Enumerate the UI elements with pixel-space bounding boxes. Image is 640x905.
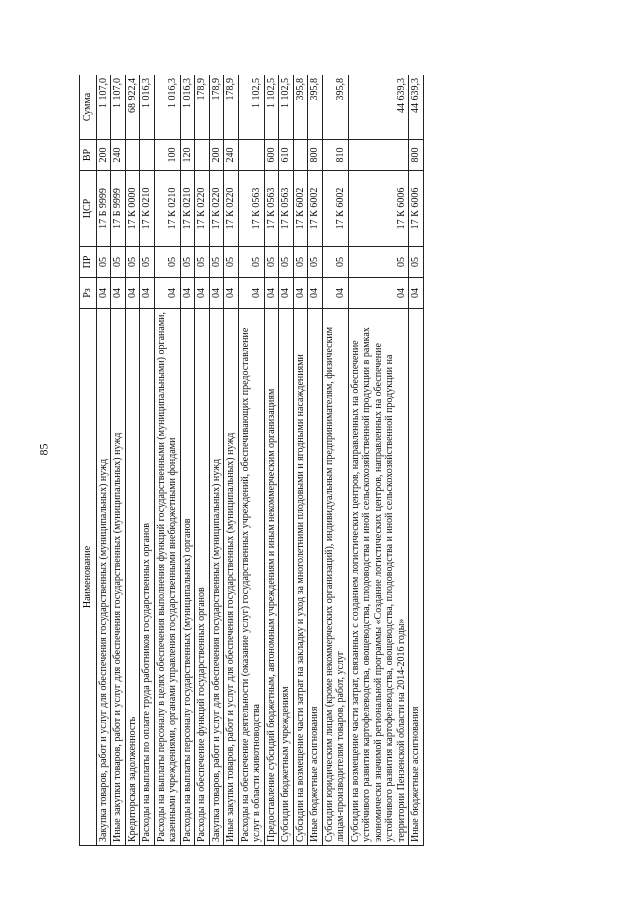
cell-rz: 04 <box>409 278 424 309</box>
table-row <box>238 75 264 846</box>
budget-table <box>79 75 424 846</box>
cell-sum: 178,9 <box>209 75 224 140</box>
cell-vr: 600 <box>264 140 279 171</box>
cell-vr: 100 <box>154 140 180 171</box>
cell-csr: 17 К 0563 <box>264 171 279 247</box>
cell-csr: 17 К 0210 <box>180 171 195 247</box>
cell-csr: 17 Б 9999 <box>111 171 126 247</box>
cell-csr: 17 К 6006 <box>409 171 424 247</box>
cell-rz: 04 <box>224 278 239 309</box>
cell-vr: 240 <box>224 140 239 171</box>
cell-csr: 17 К 0220 <box>195 171 210 247</box>
cell-sum: 1 107,0 <box>96 75 111 140</box>
table-body <box>96 75 423 846</box>
cell-name: Расходы на выплаты персоналу в целях обеспечения выполнения функций государственными (муниципальными) органами, казенными учреждениями, органами управления государственными внебюджетными фондами <box>154 309 180 846</box>
cell-name: Закупка товаров, работ и услуг для обеспечения государственных (муниципальных) нужд <box>209 309 224 846</box>
cell-sum: 395,8 <box>293 75 308 140</box>
cell-sum: 1 102,5 <box>279 75 294 140</box>
cell-name: Расходы на обеспечение деятельности (оказание услуг) государственных учреждений, обеспечивающих предоставление услуг в области животноводства <box>238 309 264 846</box>
cell-name: Кредиторская задолженность <box>125 309 140 846</box>
cell-name: Расходы на обеспечение функций государственных органов <box>195 309 210 846</box>
cell-rz: 04 <box>322 278 348 309</box>
cell-pr: 05 <box>279 247 294 278</box>
cell-sum: 44 639,3 <box>409 75 424 140</box>
cell-vr: 200 <box>96 140 111 171</box>
cell-pr: 05 <box>293 247 308 278</box>
cell-sum: 1 107,0 <box>111 75 126 140</box>
table-row <box>322 75 348 846</box>
header-vr: ВР <box>80 140 97 171</box>
cell-pr: 05 <box>322 247 348 278</box>
cell-pr: 05 <box>180 247 195 278</box>
cell-vr <box>293 140 308 171</box>
table-row <box>264 75 279 846</box>
cell-name: Иные бюджетные ассигнования <box>409 309 424 846</box>
cell-name: Закупка товаров, работ и услуг для обеспечения государственных (муниципальных) нужд <box>96 309 111 846</box>
cell-csr: 17 К 6006 <box>348 171 409 247</box>
table-row <box>348 75 409 846</box>
cell-csr: 17 К 0563 <box>238 171 264 247</box>
cell-name: Субсидии на возмещение части затрат на закладку и уход за многолетними плодовыми и ягодными насаждениями <box>293 309 308 846</box>
cell-sum: 1 102,5 <box>264 75 279 140</box>
cell-name: Субсидии юридическим лицам (кроме некоммерческих организаций), индивидуальным предпринимателям, физическим лицам-производителям товаров, работ, услуг <box>322 309 348 846</box>
table-row <box>96 75 111 846</box>
cell-pr: 05 <box>111 247 126 278</box>
cell-vr <box>140 140 155 171</box>
cell-pr: 05 <box>264 247 279 278</box>
cell-sum: 1 016,3 <box>140 75 155 140</box>
cell-csr: 17 К 0220 <box>209 171 224 247</box>
cell-pr: 05 <box>238 247 264 278</box>
table-row <box>154 75 180 846</box>
rotated-table-frame <box>79 75 548 846</box>
header-pr: ПР <box>80 247 97 278</box>
header-csr: ЦСР <box>80 171 97 247</box>
cell-pr: 05 <box>409 247 424 278</box>
cell-vr: 800 <box>409 140 424 171</box>
cell-vr: 240 <box>111 140 126 171</box>
cell-pr: 05 <box>195 247 210 278</box>
cell-name: Субсидии бюджетным учреждениям <box>279 309 294 846</box>
cell-rz: 04 <box>180 278 195 309</box>
cell-vr: 810 <box>322 140 348 171</box>
cell-name: Иные бюджетные ассигнования <box>308 309 323 846</box>
cell-rz: 04 <box>238 278 264 309</box>
table-row <box>209 75 224 846</box>
cell-pr: 05 <box>96 247 111 278</box>
cell-sum: 1 016,3 <box>180 75 195 140</box>
cell-rz: 04 <box>209 278 224 309</box>
cell-csr: 17 К 6002 <box>308 171 323 247</box>
cell-vr: 200 <box>209 140 224 171</box>
cell-name: Расходы на выплаты по оплате труда работников государственных органов <box>140 309 155 846</box>
cell-pr: 05 <box>125 247 140 278</box>
cell-csr: 17 К 0563 <box>279 171 294 247</box>
table-row <box>224 75 239 846</box>
table-header-row <box>80 75 97 846</box>
cell-sum: 178,9 <box>195 75 210 140</box>
cell-pr: 05 <box>308 247 323 278</box>
table-row <box>180 75 195 846</box>
cell-csr: 17 К 6002 <box>322 171 348 247</box>
cell-sum: 395,8 <box>322 75 348 140</box>
header-name: Наименование <box>80 309 97 846</box>
cell-rz: 04 <box>96 278 111 309</box>
table-row <box>140 75 155 846</box>
cell-name: Субсидии на возмещение части затрат, связанных с созданием логистических центров, направленных на обеспечение устойчивого развития картофелеводства, овощеводства, плодоводства и иной сельскохозяйственной продукции в рамках экономически значимой региональной программы «Создание логистических центров, направленных на обеспечение устойчивого развития картофелеводства, овощеводства, плодоводства и иной сельскохозяйственной продукции на территории Пензенской области на 2014-2016 годы» <box>348 309 409 846</box>
cell-pr: 05 <box>154 247 180 278</box>
cell-name: Иные закупки товаров, работ и услуг для обеспечения государственных (муниципальных) нужд <box>111 309 126 846</box>
table-row <box>279 75 294 846</box>
header-rz: Рз <box>80 278 97 309</box>
cell-rz: 04 <box>154 278 180 309</box>
cell-rz: 04 <box>264 278 279 309</box>
cell-rz: 04 <box>140 278 155 309</box>
cell-rz: 04 <box>279 278 294 309</box>
cell-sum: 68 922,4 <box>125 75 140 140</box>
cell-sum: 178,9 <box>224 75 239 140</box>
cell-csr: 17 Б 9999 <box>96 171 111 247</box>
cell-csr: 17 К 0210 <box>154 171 180 247</box>
cell-name: Расходы на выплаты персоналу государственных (муниципальных) органов <box>180 309 195 846</box>
table-row <box>409 75 424 846</box>
cell-csr: 17 К 0220 <box>224 171 239 247</box>
cell-csr: 17 К 6002 <box>293 171 308 247</box>
cell-vr: 610 <box>279 140 294 171</box>
cell-vr: 800 <box>308 140 323 171</box>
table-row <box>308 75 323 846</box>
header-sum: Сумма <box>80 75 97 140</box>
cell-csr: 17 К 0210 <box>140 171 155 247</box>
cell-vr <box>238 140 264 171</box>
cell-pr: 05 <box>140 247 155 278</box>
page-number: 85 <box>36 443 51 456</box>
table-row <box>293 75 308 846</box>
cell-name: Предоставление субсидий бюджетным, автономным учреждениям и иным некоммерческим организациям <box>264 309 279 846</box>
cell-rz: 04 <box>125 278 140 309</box>
cell-sum: 44 639,3 <box>348 75 409 140</box>
cell-vr <box>195 140 210 171</box>
cell-pr: 05 <box>224 247 239 278</box>
table-row <box>125 75 140 846</box>
cell-sum: 1 016,3 <box>154 75 180 140</box>
cell-sum: 1 102,5 <box>238 75 264 140</box>
table-row <box>195 75 210 846</box>
cell-csr: 17 К 0000 <box>125 171 140 247</box>
cell-vr <box>348 140 409 171</box>
cell-vr <box>125 140 140 171</box>
cell-rz: 04 <box>308 278 323 309</box>
cell-rz: 04 <box>195 278 210 309</box>
cell-sum: 395,8 <box>308 75 323 140</box>
rotated-table-content <box>79 75 548 846</box>
table-row <box>111 75 126 846</box>
cell-rz: 04 <box>293 278 308 309</box>
cell-pr: 05 <box>209 247 224 278</box>
cell-pr: 05 <box>348 247 409 278</box>
cell-rz: 04 <box>111 278 126 309</box>
cell-vr: 120 <box>180 140 195 171</box>
cell-name: Иные закупки товаров, работ и услуг для обеспечения государственных (муниципальных) нужд <box>224 309 239 846</box>
cell-rz: 04 <box>348 278 409 309</box>
